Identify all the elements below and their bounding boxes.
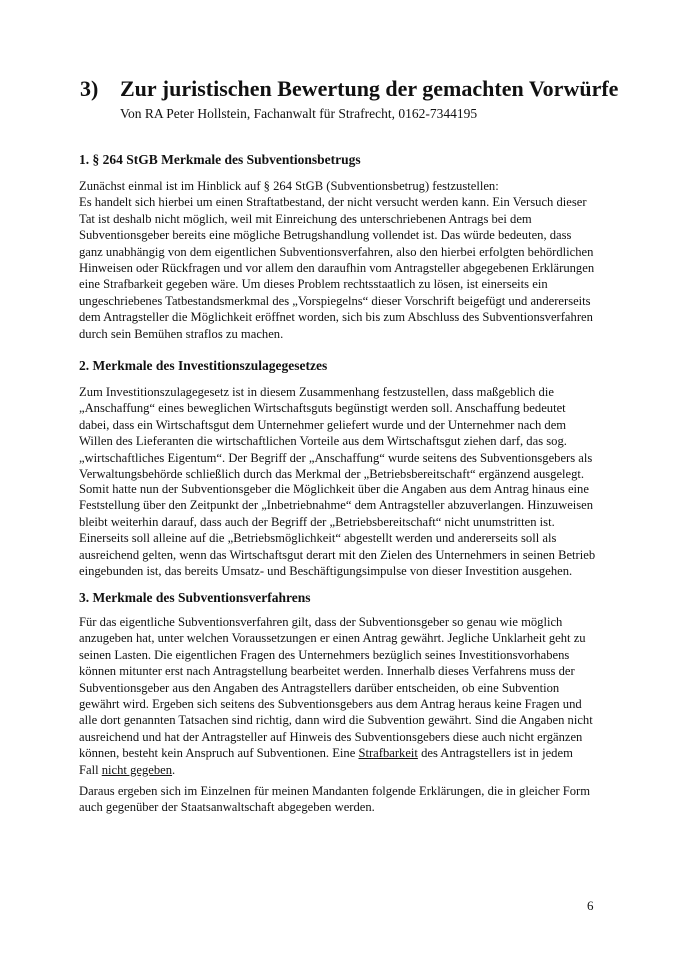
text-line: Hinweisen oder Rückfragen und vor allem den daraufhin vom Antragsteller abgegebenen Erklärungen (79, 261, 595, 276)
text-line: Somit hatte nun der Subventionsgeber die Möglichkeit über die Angaben aus dem Antrag hinaus eine (79, 482, 589, 496)
text-line: ungeschriebenes Tatbestandsmerkmal des „Vorspiegelns“ dieser Vorschrift beigefügt und andererseits (79, 293, 591, 308)
underlined-term-nicht-gegeben: nicht gegeben (101, 762, 173, 777)
section-2-paragraph-1 (79, 384, 599, 482)
section-3-paragraph-2 (79, 783, 599, 816)
text-fragment: des Antragstellers ist in jedem (417, 746, 573, 761)
text-line: anzugeben hat, unter welchen Voraussetzungen er einen Antrag gewährt. Jegliche Unklarheit geht zu (79, 631, 586, 646)
author-line: Von RA Peter Hollstein, Fachanwalt für Strafrecht, 0162-7344195 (120, 106, 478, 121)
text-line: „wirtschaftliches Eigentum“. Der Begriff der „Anschaffung“ wurde seitens des Subventionsgebers als (79, 450, 593, 465)
section-1-paragraph (79, 178, 599, 342)
text-line: dem Antragsteller die Möglichkeit eröffnet worden, sich bis zum Abschluss des Subventionsverfahren (79, 310, 593, 325)
text-line: Willen des Lieferanten die wirtschaftlichen Vorteile aus dem Wirtschaftsgut ziehen darf, das sog. (79, 434, 567, 449)
section-3-paragraph-1 (79, 614, 599, 778)
text-line: ausreichend und hat der Antragsteller auf Hinweis des Subventionsgebers diese auch nicht ergänzen (79, 729, 583, 744)
document-title (80, 76, 640, 102)
section-2-paragraph-2 (79, 481, 599, 579)
text-fragment: können, besteht kein Anspruch auf Subventionen. Eine (79, 746, 359, 761)
text-line: Daraus ergeben sich im Einzelnen für meinen Mandanten folgende Erklärungen, die in gleicher Form (79, 784, 591, 798)
page-number: 6 (587, 898, 594, 913)
text-line: bleibt weiterhin darauf, dass auch der Begriff der „Betriebsbereitschaft“ nicht unumstritten ist. (79, 514, 555, 529)
text-line: Feststellung über den Zeitpunkt der „Inbetriebnahme“ dem Antragsteller abzuverlangen. Hinzuweisen (79, 498, 594, 513)
text-line: Zum Investitionszulagegesetz ist in diesem Zusammenhang festzustellen, dass maßgeblich die (79, 385, 554, 399)
text-line: dabei, dass ein Wirtschaftsgut dem Unternehmer geliefert wurde und der Unternehmer nach dem (79, 417, 567, 432)
text-line: Für das eigentliche Subventionsverfahren gilt, dass der Subventionsgeber so genau wie möglich (79, 615, 563, 629)
text-line: Zunächst einmal ist im Hinblick auf § 264 StGB (Subventionsbetrug) festzustellen: (79, 179, 499, 193)
text-line: Es handelt sich hierbei um einen Straftatbestand, der nicht versucht werden kann. Ein Versuch dieser (79, 195, 587, 210)
text-fragment: Fall (79, 762, 102, 777)
title-number: 3) (80, 76, 99, 101)
text-line: alle dort genannten Tatsachen sind richtig, dann wird die Subvention gewährt. Sind die Angaben nicht (79, 713, 593, 728)
text-line: Einerseits soll alleine auf die „Betriebsmöglichkeit“ abgestellt werden und andererseits soll als (79, 531, 557, 546)
text-line (79, 745, 599, 761)
section-3-heading: 3. Merkmale des Subventionsverfahrens (79, 590, 311, 605)
underlined-term-strafbarkeit: Strafbarkeit (358, 746, 418, 761)
text-line: gewährt wird. Ergeben sich seitens des Subventionsgebers aus dem Antrag heraus keine Fragen und (79, 697, 582, 712)
text-line: ausreichend gelten, wenn das Wirtschaftsgut derart mit den Zielen des Unternehmers in seinen Betrieb (79, 547, 596, 562)
text-line: Subventionsgeber bereits eine mögliche Betrugshandlung vollendet ist. Das würde bedeuten, dass (79, 228, 572, 243)
text-fragment: . (172, 762, 176, 777)
text-line: „Anschaffung“ eines beweglichen Wirtschaftsguts begünstigt werden soll. Anschaffung bedeutet (79, 401, 566, 416)
text-line: eingebunden ist, das bereits Umsatz- und Beschäftigungsimpulse von dieser Investition ausgehen. (79, 564, 573, 579)
text-line: Verwaltungsbehörde schließlich durch das Merkmal der „Betriebsbereitschaft“ ergänzend ausgelegt. (79, 467, 585, 482)
text-line: Subventionsgeber aus den Angaben des Antragstellers darüber entscheiden, ob eine Subvention (79, 680, 560, 695)
text-line: durch sein Bemühen straflos zu machen. (79, 326, 284, 341)
text-line (79, 762, 599, 778)
text-line: ganz unabhängig von dem eigentlichen Subventionsverfahren, also den hierbei erfolgten behördlichen (79, 244, 594, 259)
section-1-heading: 1. § 264 StGB Merkmale des Subventionsbetrugs (79, 152, 361, 167)
text-line: können mitunter erst nach Antragstellung bearbeitet werden. Innerhalb dieses Verfahrens muss der (79, 664, 575, 679)
section-2-heading: 2. Merkmale des Investitionszulagegesetzes (79, 358, 328, 373)
title-text: Zur juristischen Bewertung der gemachten Vorwürfe (120, 76, 619, 101)
text-line: seinen Lasten. Die eigentlichen Fragen des Unternehmers bezüglich seines Investitionsvorhabens (79, 647, 570, 662)
text-line: auch gegenüber der Staatsanwaltschaft abgegeben werden. (79, 800, 375, 815)
text-line: eine Strafbarkeit gegeben wäre. Um dieses Problem rechtsstaatlich zu lösen, ist einerseits ein (79, 277, 548, 292)
text-line: Tat ist deshalb nicht möglich, weil mit Einreichung des unterschriebenen Antrags bei dem (79, 211, 532, 226)
